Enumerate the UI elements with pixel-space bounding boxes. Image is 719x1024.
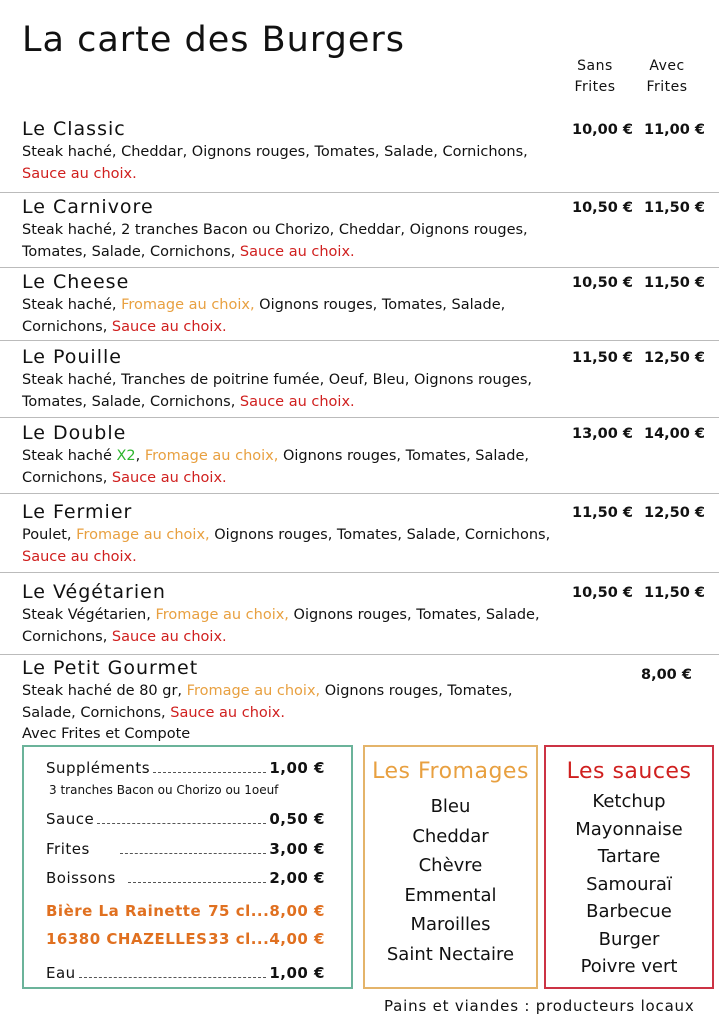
price-sans-frites: 10,00 €	[572, 122, 634, 138]
burger-name: Le Carnivore	[22, 196, 154, 218]
price-avec-frites: 11,50 €	[644, 200, 706, 216]
burger-description	[22, 605, 552, 648]
divider	[0, 493, 719, 494]
frites-label: Frites	[46, 840, 90, 858]
divider	[0, 572, 719, 573]
burger-description	[22, 142, 552, 185]
price-sans-frites: 10,50 €	[572, 200, 634, 216]
description-segment: Fromage au choix,	[186, 683, 321, 699]
description-segment: Sauce au choix.	[170, 704, 285, 721]
page-title: La carte des Burgers	[22, 20, 405, 60]
fromages-item: Bleu	[430, 796, 471, 817]
price-avec-frites: 11,00 €	[644, 122, 706, 138]
price-avec-frites: 8,00 €	[641, 667, 692, 683]
divider	[0, 192, 719, 193]
description-segment: Steak haché,	[22, 297, 122, 313]
supplement-price: 1,00 €	[269, 759, 325, 777]
description-segment: Oignons rouges, Tomates, Salade, Cornichons,	[22, 297, 506, 335]
description-segment: Steak haché de 80 gr,	[22, 683, 187, 699]
description-segment: Sauce au choix.	[111, 469, 227, 486]
description-segment: Avec Frites et Compote	[22, 726, 191, 742]
divider	[0, 340, 719, 341]
sauces-item: Poivre vert	[580, 956, 678, 977]
description-segment: Fromage au choix,	[121, 297, 255, 313]
burger-description	[22, 446, 552, 489]
frites-price: 3,00 €	[269, 840, 325, 858]
description-segment: Sauce au choix.	[22, 165, 137, 182]
burger-name: Le Double	[22, 422, 127, 444]
description-segment: Oignons rouges, Tomates, Salade, Cornichons,	[22, 607, 540, 645]
description-segment: X2	[116, 448, 136, 464]
sauces-item: Tartare	[597, 846, 661, 867]
beer-2-price: 33 cl...4,00 €	[208, 930, 325, 948]
footer-note: Pains et viandes : producteurs locaux	[384, 997, 695, 1015]
divider	[0, 654, 719, 655]
fromages-item: Chèvre	[418, 855, 483, 876]
column-avec-frites: Avec Frites	[646, 58, 688, 95]
fromages-item: Maroilles	[410, 914, 491, 935]
sauces-box	[544, 745, 714, 989]
burger-description	[22, 220, 552, 263]
burger-description	[22, 295, 552, 338]
divider	[0, 417, 719, 418]
price-avec-frites: 12,50 €	[644, 505, 706, 521]
burger-description	[22, 370, 552, 413]
description-segment: Steak haché, Cheddar, Oignons rouges, Tomates, Salade, Cornichons,	[22, 144, 528, 160]
column-sans-frites: Sans Frites	[574, 58, 616, 95]
description-segment: Steak haché, Tranches de poitrine fumée, Oeuf, Bleu, Oignons rouges, Tomates, Salade, Cornichons,	[22, 372, 533, 410]
description-segment: Sauce au choix.	[239, 243, 355, 260]
boissons-price: 2,00 €	[269, 869, 325, 887]
price-sans-frites: 11,50 €	[572, 350, 634, 366]
fromages-list	[365, 792, 536, 969]
description-segment: ,	[135, 448, 145, 464]
burger-description	[22, 525, 552, 568]
description-segment: Steak haché, 2 tranches Bacon ou Chorizo, Cheddar, Oignons rouges, Tomates, Salade, Cornichons,	[22, 222, 528, 260]
boissons-label: Boissons	[46, 869, 116, 887]
description-segment: Steak haché	[22, 448, 117, 464]
price-sans-frites: 13,00 €	[572, 426, 634, 442]
burger-name: Le Fermier	[22, 501, 133, 523]
price-sans-frites: 10,50 €	[572, 585, 634, 601]
price-sans-frites: 11,50 €	[572, 505, 634, 521]
sauces-item: Samouraï	[586, 873, 672, 895]
beer-1-price: 75 cl...8,00 €	[208, 902, 325, 920]
burger-name: Le Pouille	[22, 346, 122, 368]
sauces-item: Ketchup	[592, 791, 666, 812]
burger-description	[22, 681, 552, 746]
price-avec-frites: 14,00 €	[644, 426, 706, 442]
description-segment: Steak Végétarien,	[22, 607, 156, 623]
fromages-item: Emmental	[404, 884, 497, 906]
sauces-item: Burger	[598, 928, 660, 950]
supplements-box	[22, 745, 353, 989]
description-segment: Fromage au choix,	[144, 448, 279, 464]
description-segment: Oignons rouges, Tomates, Salade, Cornichons,	[22, 683, 513, 721]
description-segment: Sauce au choix.	[111, 318, 227, 335]
description-segment: Oignons rouges, Tomates, Salade, Cornichons,	[209, 527, 551, 543]
description-segment: Sauce au choix.	[239, 393, 355, 410]
beer-2-label: 16380 CHAZELLES	[46, 930, 208, 948]
description-segment: Fromage au choix,	[155, 607, 289, 623]
supplement-note: 3 tranches Bacon ou Chorizo ou 1oeuf	[49, 783, 279, 797]
burger-name: Le Végétarien	[22, 581, 166, 603]
fromages-title: Les Fromages	[372, 759, 529, 784]
beer-1-label: Bière La Rainette	[46, 902, 202, 920]
price-avec-frites: 12,50 €	[644, 350, 706, 366]
price-avec-frites: 11,50 €	[644, 585, 706, 601]
burger-name: Le Petit Gourmet	[22, 657, 199, 679]
burger-name: Le Cheese	[22, 271, 130, 293]
sauces-item: Barbecue	[586, 901, 672, 922]
description-segment: Fromage au choix,	[76, 527, 210, 543]
description-segment: Oignons rouges, Tomates, Salade, Cornichons,	[22, 448, 530, 486]
price-avec-frites: 11,50 €	[644, 275, 706, 291]
price-sans-frites: 10,50 €	[572, 275, 634, 291]
sauce-label: Sauce	[46, 810, 95, 828]
description-segment: Sauce au choix.	[22, 548, 137, 565]
fromages-box	[363, 745, 538, 989]
sauces-item: Mayonnaise	[575, 818, 683, 840]
description-segment: Poulet,	[22, 527, 77, 543]
description-segment: Sauce au choix.	[111, 628, 227, 645]
eau-price: 1,00 €	[269, 964, 325, 982]
sauce-price: 0,50 €	[269, 810, 325, 828]
sauces-list	[546, 788, 712, 981]
fromages-item: Cheddar	[412, 825, 489, 847]
supplement-label: Suppléments	[46, 759, 151, 777]
sauces-title: Les sauces	[566, 759, 692, 784]
fromages-item: Saint Nectaire	[386, 943, 515, 965]
burger-name: Le Classic	[22, 118, 126, 140]
divider	[0, 267, 719, 268]
eau-label: Eau	[46, 964, 76, 982]
